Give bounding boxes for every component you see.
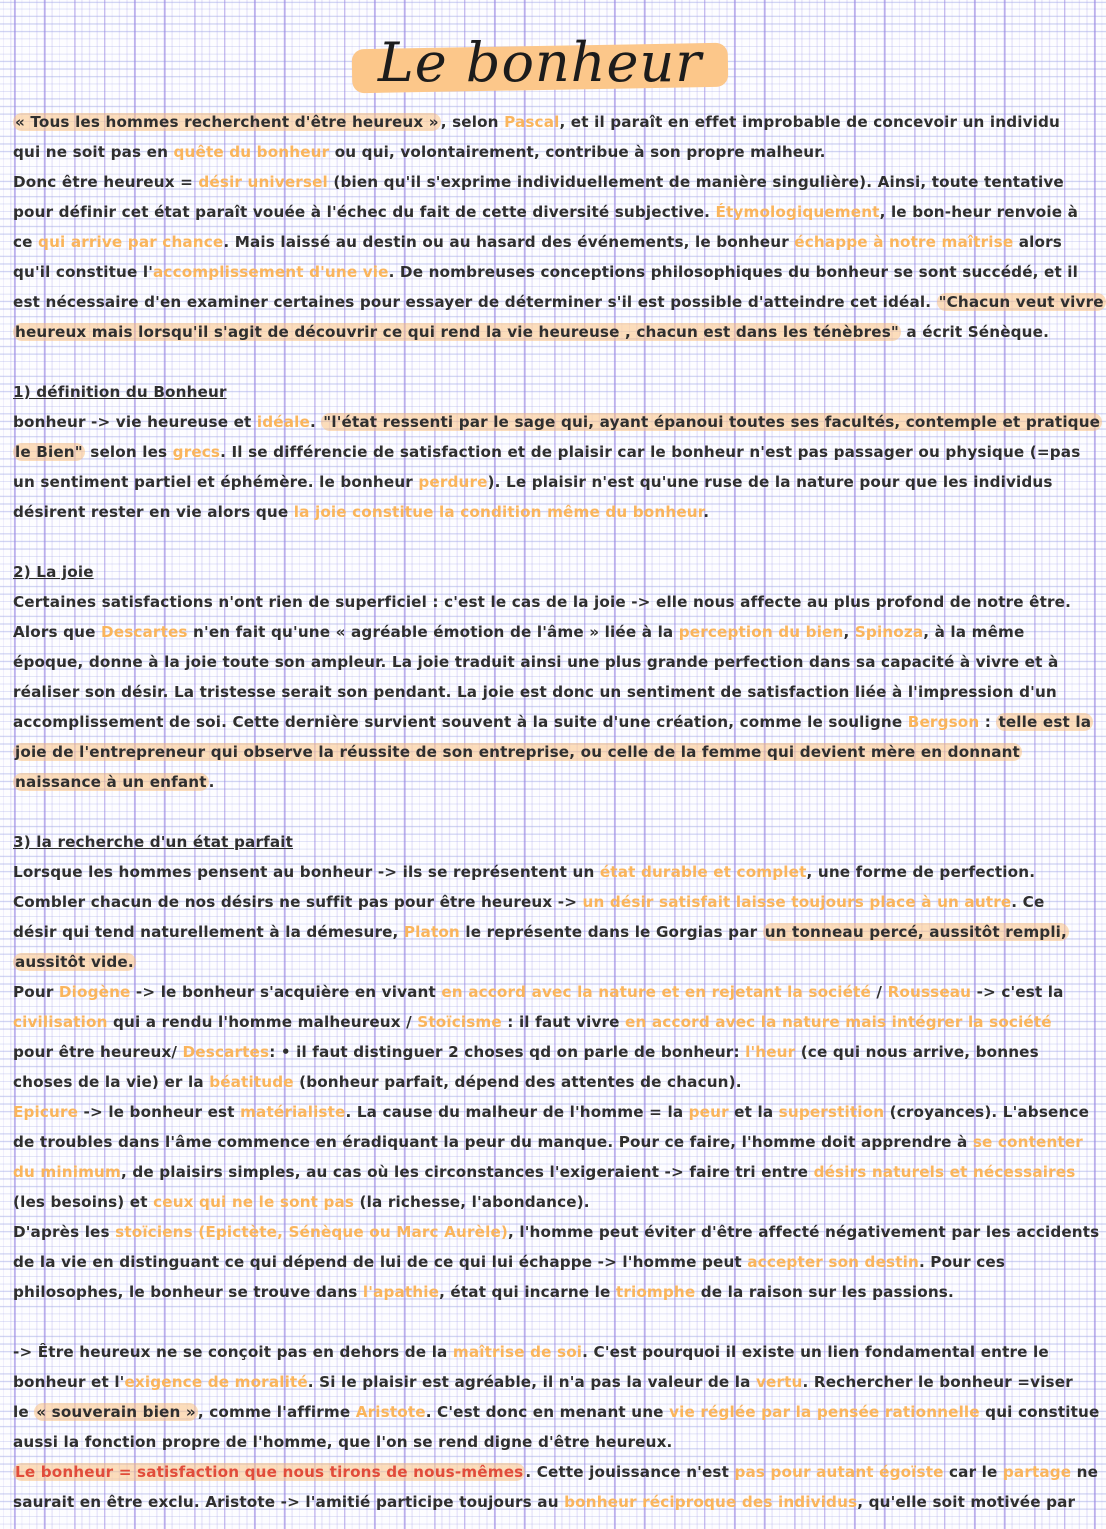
colored-keyword: stoïciens (Epictète, Sénèque ou Marc Aurèle) [115, 1223, 509, 1241]
text-segment: (ce qui nous arrive, bonnes [795, 1043, 1039, 1061]
highlighted-text: "l'état ressenti par le sage qui, ayant épanoui toutes ses facultés, contemple et pratique [323, 413, 1101, 431]
text-segment: (bonheur parfait, dépend des attentes de chacun). [293, 1073, 742, 1091]
text-line [13, 287, 1104, 317]
text-segment: Donc être heureux = [13, 173, 199, 191]
text-segment: est nécessaire d'en examiner certaines pour essayer de déterminer s'il est possible d'atteindre cet idéal. [13, 293, 937, 311]
text-segment: , comme l'affirme [197, 1403, 356, 1421]
text-segment: . Mais laissé au destin ou au hasard des événements, le bonheur [223, 233, 795, 251]
highlighted-text: un tonneau percé, aussitôt rempli, [764, 923, 1067, 941]
text-segment: : il faut vivre [501, 1013, 626, 1031]
highlighted-text: "Chacun veut vivre [938, 293, 1104, 311]
colored-keyword: perdure [418, 473, 488, 491]
highlighted-text: heureux mais lorsqu'il s'agit de découvrir ce qui rend la vie heureuse , chacun est dans les ténèbres" [15, 323, 899, 341]
text-segment: le [13, 1403, 35, 1421]
text-segment: qu'il constitue l' [13, 263, 154, 281]
text-segment: . Si le plaisir est agréable, il n'a pas la valeur de la [307, 1373, 756, 1391]
text-line [13, 1007, 1069, 1037]
colored-keyword: en accord avec la nature et en rejetant la société [441, 983, 871, 1001]
colored-keyword: échappe à notre maîtrise [794, 233, 1014, 251]
colored-keyword: en accord avec la nature mais intégrer la société [625, 1013, 1052, 1031]
text-line [13, 1127, 1083, 1157]
colored-keyword: triomphe [615, 1283, 696, 1301]
text-segment: alors [1013, 233, 1062, 251]
text-line [13, 1337, 1069, 1367]
text-segment: , de plaisirs simples, au cas où les circonstances l'exigeraient -> faire tri entre [120, 1163, 814, 1181]
colored-keyword: Descartes [182, 1043, 270, 1061]
text-segment: ou qui, volontairement, contribue à son propre malheur. [329, 143, 826, 161]
text-line [13, 257, 1079, 287]
text-segment: désirent rester en vie alors que [13, 503, 294, 521]
text-line [13, 1067, 1069, 1097]
text-segment: Pour [13, 983, 59, 1001]
colored-keyword: matérialiste [240, 1103, 346, 1121]
text-line [13, 1157, 1076, 1187]
blank-line [13, 797, 1069, 827]
text-segment: , et il paraît en effet improbable de concevoir un individu [559, 113, 1061, 131]
text-segment: -> le bonheur est [78, 1103, 241, 1121]
colored-keyword: accepter son destin [747, 1253, 919, 1271]
text-segment: . La cause du malheur de l'homme = la [345, 1103, 689, 1121]
text-segment: / [870, 983, 888, 1001]
text-line [13, 197, 1078, 227]
text-segment: , qu'elle soit motivée par [857, 1493, 1076, 1511]
colored-keyword: Pascal [504, 113, 560, 131]
colored-keyword: se contenter [972, 1133, 1083, 1151]
text-segment: aussi la fonction propre de l'homme, que l'on se rend digne d'être heureux. [13, 1433, 673, 1451]
colored-keyword: perception du bien [678, 623, 844, 641]
text-line [13, 1397, 1100, 1427]
text-segment: bonheur et l' [13, 1373, 125, 1391]
text-segment: ce [13, 233, 39, 251]
colored-keyword: Aristote [355, 1403, 426, 1421]
colored-keyword: maîtrise de soi [452, 1343, 583, 1361]
text-segment: désir qui tend naturellement à la démesure, [13, 923, 404, 941]
text-line [13, 407, 1101, 437]
section-heading [13, 827, 1069, 857]
text-segment: et la [728, 1103, 779, 1121]
text-line [13, 1187, 1069, 1217]
colored-keyword: vie réglée par la pensée rationnelle [669, 1403, 980, 1421]
text-segment: D'après les [13, 1223, 116, 1241]
text-line [13, 1097, 1090, 1127]
text-segment: 3) la recherche d'un état parfait [13, 833, 294, 851]
text-segment: -> le bonheur s'acquière en vivant [130, 983, 442, 1001]
highlighted-text: naissance à un enfant [15, 773, 207, 791]
text-segment: de troubles dans l'âme commence en éradiquant la peur du manque. Pour ce faire, l'homme doit apprendre à [13, 1133, 973, 1151]
highlighted-text: aussitôt vide. [15, 953, 134, 971]
text-line [13, 737, 1069, 767]
colored-keyword: Bergson [907, 713, 980, 731]
colored-keyword: exigence de moralité [124, 1373, 308, 1391]
text-segment: , une forme de perfection. [806, 863, 1036, 881]
text-segment: car le [943, 1463, 1003, 1481]
text-segment: n'en fait qu'une « agréable émotion de l'âme » liée à la [187, 623, 679, 641]
colored-keyword: superstition [778, 1103, 885, 1121]
colored-keyword: bonheur réciproque des individus [564, 1493, 858, 1511]
blank-line [13, 1307, 1069, 1337]
text-segment: , selon [440, 113, 505, 131]
text-segment: . Ce [1011, 893, 1045, 911]
colored-keyword: vertu [756, 1373, 803, 1391]
colored-keyword: désirs naturels et nécessaires [813, 1163, 1076, 1181]
text-line [13, 977, 1069, 1007]
text-segment: . C'est pourquoi il existe un lien fondamental entre le [582, 1343, 1049, 1361]
notes-body [13, 107, 1104, 1517]
colored-keyword: du minimum [13, 1163, 121, 1181]
text-line [13, 1367, 1073, 1397]
colored-keyword: béatitude [209, 1073, 294, 1091]
text-segment: . Il se différencie de satisfaction et de plaisir car le bonheur n'est pas passager ou physique (=pas [220, 443, 1081, 461]
highlighted-text: Le bonheur = satisfaction que nous tirons de nous-mêmes [15, 1463, 524, 1481]
text-line [13, 647, 1069, 677]
text-segment: , le bon-heur renvoie à [879, 203, 1078, 221]
page-title: Le bonheur [360, 32, 720, 94]
text-segment: . [703, 503, 710, 521]
colored-keyword: quête du bonheur [173, 143, 330, 161]
section-heading [13, 377, 1069, 407]
text-line [13, 617, 1069, 647]
colored-keyword: Étymologiquement [715, 203, 880, 221]
text-segment: philosophes, le bonheur se trouve dans [13, 1283, 363, 1301]
text-segment: ). Le plaisir n'est qu'une ruse de la nature pour que les individus [487, 473, 1053, 491]
colored-keyword: Platon [403, 923, 460, 941]
text-segment: accomplissement de soi. Cette dernière survient souvent à la suite d'une création, comme le souligne [13, 713, 908, 731]
text-segment: pour définir cet état paraît vouée à l'échec du fait de cette diversité subjective. [13, 203, 716, 221]
text-segment: . [309, 413, 322, 431]
text-segment: ne [1071, 1463, 1099, 1481]
text-line [13, 467, 1069, 497]
text-segment: . [208, 773, 215, 791]
text-segment: , état qui incarne le [439, 1283, 616, 1301]
text-segment: : [979, 713, 997, 731]
colored-keyword: Diogène [58, 983, 131, 1001]
text-line [13, 1217, 1100, 1247]
text-segment: : • il faut distinguer 2 choses qd on parle de bonheur: [269, 1043, 746, 1061]
text-segment: (bien qu'il s'exprime individuellement de manière singulière). Ainsi, toute tentative [327, 173, 1064, 191]
text-segment: 2) La joie [13, 563, 94, 581]
text-line [13, 917, 1069, 947]
text-segment: réaliser son désir. La tristesse serait son pendant. La joie est donc un sentiment de satisfaction liée à l'impression d'un [13, 683, 1057, 701]
colored-keyword: peur [688, 1103, 729, 1121]
text-line [13, 947, 1069, 977]
colored-keyword: la joie constitue la condition même du bonheur [293, 503, 704, 521]
highlighted-text: « souverain bien » [36, 1403, 196, 1421]
text-segment: 1) définition du Bonheur [13, 383, 227, 401]
blank-line [13, 527, 1069, 557]
highlighted-text: telle est la [998, 713, 1092, 731]
text-segment: (croyances). L'absence [884, 1103, 1090, 1121]
text-line [13, 587, 1072, 617]
text-line [13, 857, 1069, 887]
text-line [13, 437, 1081, 467]
text-line [13, 317, 1069, 347]
text-segment: choses de la vie) er la [13, 1073, 210, 1091]
colored-keyword: l'heur [745, 1043, 796, 1061]
text-line [13, 887, 1069, 917]
text-segment: , à la même [923, 623, 1025, 641]
colored-keyword: grecs [172, 443, 221, 461]
highlighted-text: joie de l'entrepreneur qui observe la réussite de son entreprise, ou celle de la femme qui devient mère en donnant [15, 743, 1020, 761]
colored-keyword: qui arrive par chance [38, 233, 224, 251]
text-segment: . Cette jouissance n'est [525, 1463, 735, 1481]
text-line [13, 1427, 1069, 1457]
highlighted-text: « Tous les hommes recherchent d'être heureux » [15, 113, 439, 131]
colored-keyword: l'apathie [362, 1283, 440, 1301]
text-line [13, 497, 1069, 527]
text-line [13, 767, 1069, 797]
colored-keyword: Stoïcisme [417, 1013, 502, 1031]
text-segment: de la raison sur les passions. [695, 1283, 954, 1301]
text-segment: . C'est donc en menant une [425, 1403, 670, 1421]
colored-keyword: ceux qui ne le sont pas [153, 1193, 355, 1211]
text-line [13, 1247, 1069, 1277]
colored-keyword: civilisation [13, 1013, 108, 1031]
text-segment: (les besoins) et [13, 1193, 154, 1211]
colored-keyword: état durable et complet [599, 863, 807, 881]
colored-keyword: idéale [256, 413, 310, 431]
colored-keyword: Rousseau [887, 983, 972, 1001]
text-segment: qui a rendu l'homme malheureux / [107, 1013, 418, 1031]
text-line [13, 1457, 1099, 1487]
text-line [13, 107, 1069, 137]
colored-keyword: désir universel [198, 173, 328, 191]
text-segment: -> c'est la [971, 983, 1064, 1001]
text-segment: (la richesse, l'abondance). [354, 1193, 590, 1211]
section-heading [13, 557, 1069, 587]
text-segment: de la vie en distinguant ce qui dépend de lui de ce qui lui échappe -> l'homme peut [13, 1253, 748, 1271]
title-block [0, 32, 1080, 94]
text-segment: . Pour ces [918, 1253, 1006, 1271]
text-line [13, 707, 1092, 737]
text-segment: un sentiment partiel et éphémère. le bonheur [13, 473, 419, 491]
colored-keyword: Descartes [100, 623, 188, 641]
highlighted-text: le Bien" [15, 443, 83, 461]
text-segment: a écrit Sénèque. [900, 323, 1049, 341]
colored-keyword: accomplissement d'une vie [153, 263, 389, 281]
colored-keyword: Spinoza [854, 623, 924, 641]
text-segment: selon les [84, 443, 173, 461]
text-segment: le représente dans le Gorgias par [459, 923, 763, 941]
text-segment: Certaines satisfactions n'ont rien de superficiel : c'est le cas de la joie -> elle nous affecte au plus profond de notre être. [13, 593, 1072, 611]
text-line [13, 167, 1069, 197]
colored-keyword: pas pour autant égoïste [734, 1463, 944, 1481]
text-segment: pour être heureux/ [13, 1043, 183, 1061]
text-line [13, 227, 1069, 257]
text-segment: bonheur -> vie heureuse et [13, 413, 257, 431]
text-segment: . Rechercher le bonheur =viser [802, 1373, 1073, 1391]
text-line [13, 137, 1069, 167]
colored-keyword: Epicure [13, 1103, 79, 1121]
text-segment: , [843, 623, 855, 641]
colored-keyword: un désir satisfait laisse toujours place à un autre [582, 893, 1012, 911]
text-segment: , l'homme peut éviter d'être affecté négativement par les accidents [508, 1223, 1100, 1241]
text-segment: qui ne soit pas en [13, 143, 174, 161]
text-segment: . De nombreuses conceptions philosophiques du bonheur se sont succédé, et il [388, 263, 1079, 281]
text-segment: Lorsque les hommes pensent au bonheur -> ils se représentent un [13, 863, 600, 881]
text-line [13, 1277, 1069, 1307]
text-segment: Combler chacun de nos désirs ne suffit pas pour être heureux -> [13, 893, 583, 911]
text-segment: saurait en être exclu. Aristote -> l'amitié participe toujours au [13, 1493, 565, 1511]
colored-keyword: partage [1002, 1463, 1072, 1481]
text-segment: époque, donne à la joie toute son ampleur. La joie traduit ainsi une plus grande perfection dans sa capacité à vivre et à [13, 653, 1059, 671]
text-line [13, 677, 1069, 707]
blank-line [13, 347, 1069, 377]
text-line [13, 1037, 1069, 1067]
text-line [13, 1487, 1076, 1517]
text-segment: qui constitue [979, 1403, 1100, 1421]
text-segment: Alors que [13, 623, 101, 641]
text-segment: -> Être heureux ne se conçoit pas en dehors de la [13, 1343, 453, 1361]
